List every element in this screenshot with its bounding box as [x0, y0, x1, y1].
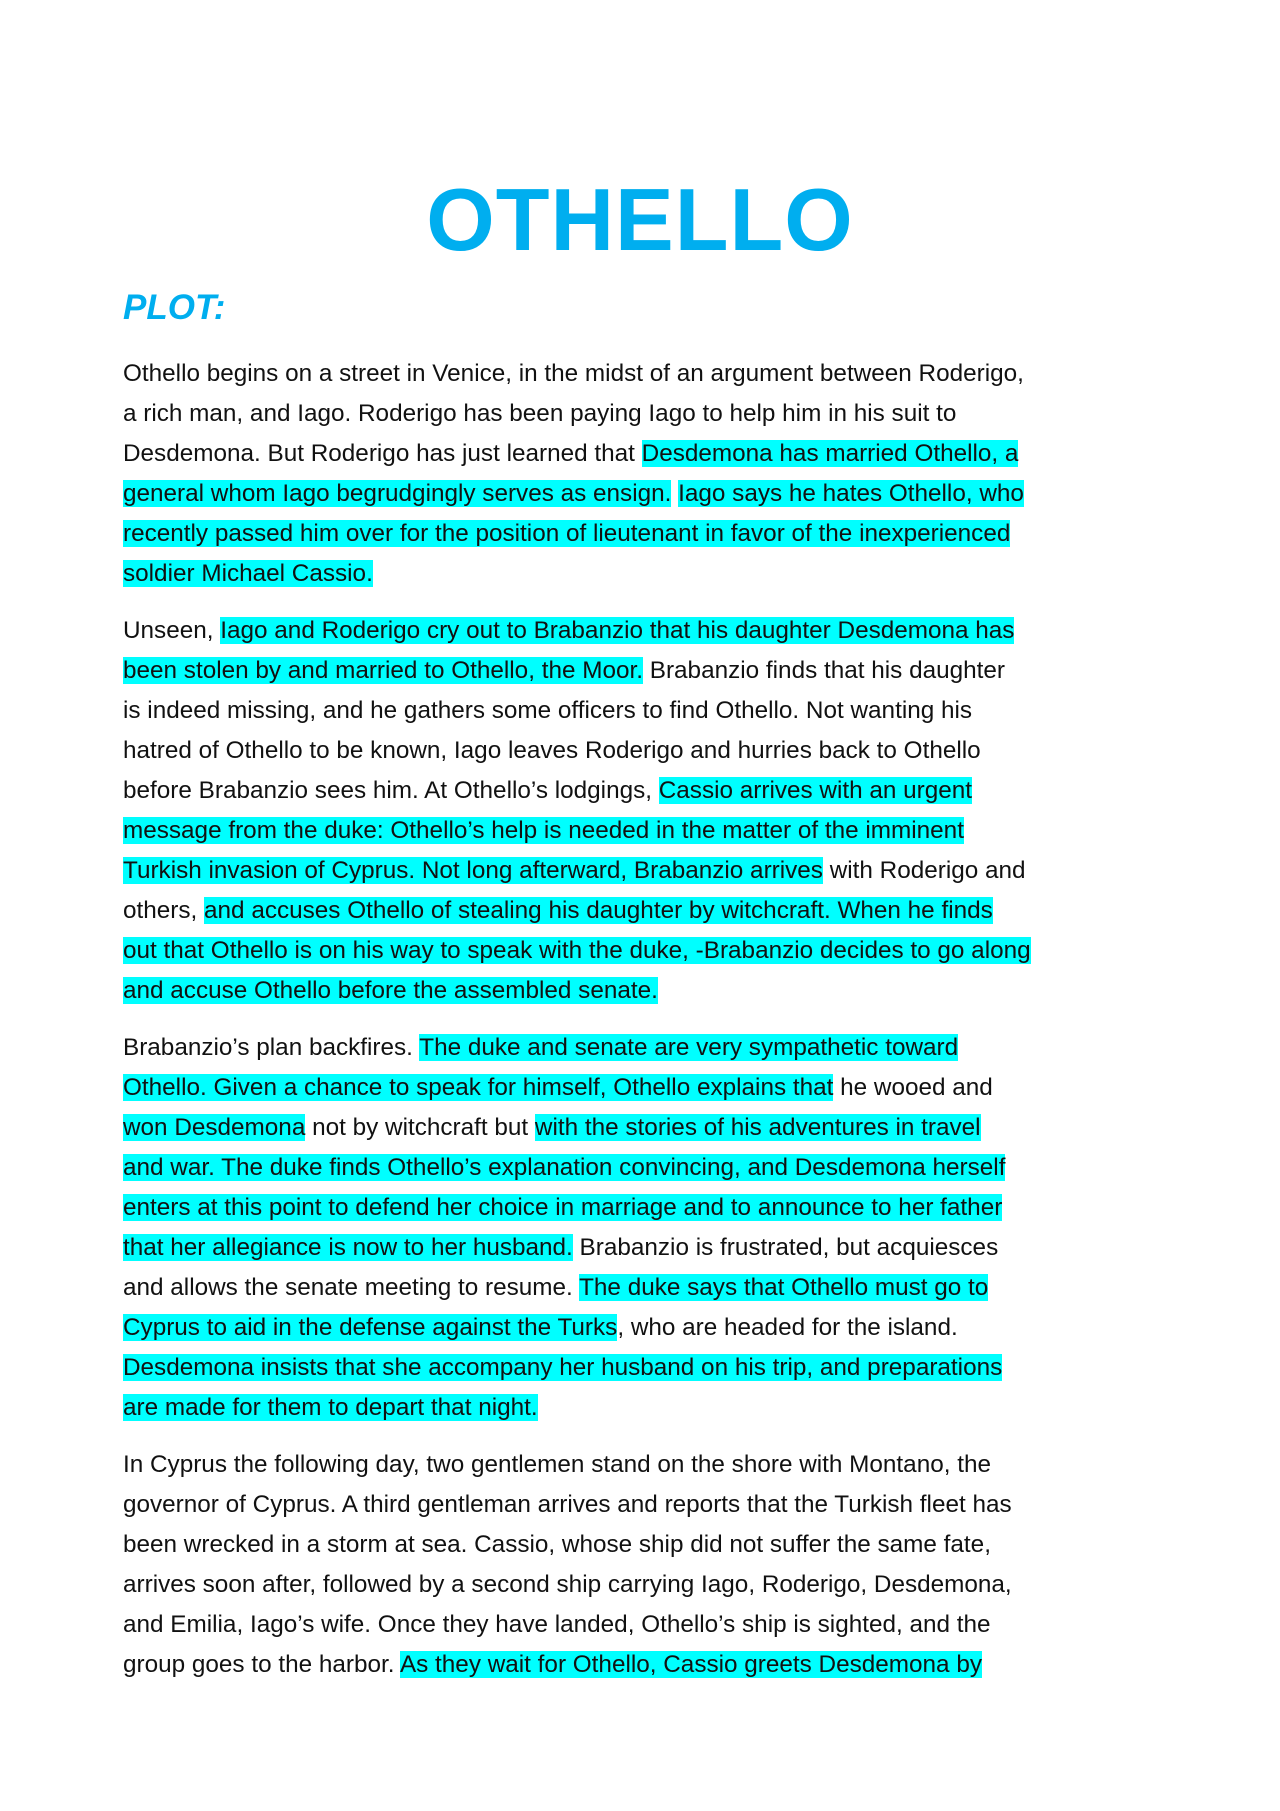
text-line	[123, 1028, 1168, 1068]
highlighted-text: with the stories of his adventures in travel	[534, 1114, 981, 1141]
highlighted-text: enters at this point to defend her choice in marriage and to announce to her father	[123, 1194, 1003, 1221]
highlighted-text: that her allegiance is now to her husband.	[123, 1234, 573, 1261]
highlighted-text: Cassio arrives with an urgent	[658, 777, 973, 804]
text-line	[123, 1148, 1168, 1188]
plain-text: arrives soon after, followed by a second ship carrying Iago, Roderigo, Desdemona,	[123, 1571, 1012, 1598]
plain-text: , who are headed for the island.	[617, 1314, 958, 1341]
text-line	[123, 1605, 1168, 1645]
text-line	[123, 1108, 1168, 1148]
plain-text: others,	[123, 897, 205, 924]
plain-text: hatred of Othello to be known, Iago leaves Roderigo and hurries back to Othello	[123, 737, 981, 764]
highlighted-text: The duke and senate are very sympathetic toward	[419, 1034, 959, 1061]
text-line	[123, 1485, 1168, 1525]
text-line	[123, 1388, 1168, 1428]
plain-text: governor of Cyprus. A third gentleman arrives and reports that the Turkish fleet has	[123, 1491, 1012, 1518]
highlighted-text: Desdemona has married Othello, a	[641, 440, 1019, 467]
text-line	[123, 731, 1168, 771]
plain-text: Unseen,	[123, 617, 221, 644]
paragraph	[123, 611, 1168, 1011]
text-line	[123, 1565, 1168, 1605]
document-title: OTHELLO	[426, 170, 854, 269]
highlighted-text: general whom Iago begrudgingly serves as ensign.	[123, 480, 672, 507]
highlighted-text: and war. The duke finds Othello’s explanation convincing, and Desdemona herself	[123, 1154, 1006, 1181]
text-line	[123, 811, 1168, 851]
highlighted-text: As they wait for Othello, Cassio greets Desdemona by	[399, 1651, 982, 1678]
text-line	[123, 771, 1168, 811]
highlighted-text: Iago and Roderigo cry out to Brabanzio that his daughter Desdemona has	[220, 617, 1015, 644]
text-line	[123, 971, 1168, 1011]
highlighted-text: soldier Michael Cassio.	[123, 560, 373, 587]
plain-text: before Brabanzio sees him. At Othello’s lodgings,	[123, 777, 659, 804]
highlighted-text: Desdemona insists that she accompany her husband on his trip, and preparations	[123, 1354, 1003, 1381]
text-line	[123, 1188, 1168, 1228]
highlighted-text: Cyprus to aid in the defense against the Turks	[123, 1314, 618, 1341]
plain-text: with Roderigo and	[822, 857, 1026, 884]
text-line	[123, 1645, 1168, 1685]
text-line	[123, 1445, 1168, 1485]
text-line	[123, 434, 1168, 474]
text-line	[123, 1228, 1168, 1268]
text-line	[123, 474, 1168, 514]
text-line	[123, 1348, 1168, 1388]
plain-text: is indeed missing, and he gathers some officers to find Othello. Not wanting his	[123, 697, 973, 724]
plain-text: In Cyprus the following day, two gentlemen stand on the shore with Montano, the	[123, 1451, 991, 1478]
highlighted-text: are made for them to depart that night.	[123, 1394, 538, 1421]
highlighted-text: won Desdemona	[123, 1114, 306, 1141]
highlighted-text: Iago says he hates Othello, who	[678, 480, 1024, 507]
highlighted-text: Othello. Given a chance to speak for himself, Othello explains that	[123, 1074, 834, 1101]
plain-text: he wooed and	[833, 1074, 993, 1101]
paragraph	[123, 1445, 1168, 1685]
plain-text: Brabanzio’s plan backfires.	[123, 1034, 420, 1061]
text-line	[123, 931, 1168, 971]
highlighted-text: The duke says that Othello must go to	[579, 1274, 989, 1301]
text-line	[123, 394, 1168, 434]
text-line	[123, 691, 1168, 731]
text-line	[123, 1268, 1168, 1308]
plain-text: Brabanzio finds that his daughter	[643, 657, 1005, 684]
highlighted-text: message from the duke: Othello’s help is needed in the matter of the imminent	[123, 817, 964, 844]
plain-text: group goes to the harbor.	[123, 1651, 400, 1678]
text-line	[123, 851, 1168, 891]
highlighted-text: and accuses Othello of stealing his daughter by witchcraft. When he finds	[204, 897, 993, 924]
plain-text: Othello begins on a street in Venice, in the midst of an argument between Roderigo,	[123, 360, 1024, 387]
paragraph	[123, 354, 1168, 594]
text-line	[123, 651, 1168, 691]
highlighted-text: Turkish invasion of Cyprus. Not long afterward, Brabanzio arrives	[123, 857, 823, 884]
text-line	[123, 891, 1168, 931]
text-line	[123, 611, 1168, 651]
text-line	[123, 514, 1168, 554]
highlighted-text: out that Othello is on his way to speak with the duke, -Brabanzio decides to go along	[123, 937, 1031, 964]
text-line	[123, 554, 1168, 594]
paragraph	[123, 1028, 1168, 1428]
text-line	[123, 354, 1168, 394]
text-line	[123, 1525, 1168, 1565]
text-line	[123, 1308, 1168, 1348]
highlighted-text: been stolen by and married to Othello, the Moor.	[123, 657, 643, 684]
plain-text: and allows the senate meeting to resume.	[123, 1274, 580, 1301]
plot-body	[123, 354, 1168, 1702]
plain-text: not by witchcraft but	[305, 1114, 535, 1141]
plain-text: Brabanzio is frustrated, but acquiesces	[572, 1234, 999, 1261]
plain-text: been wrecked in a storm at sea. Cassio, whose ship did not suffer the same fate,	[123, 1531, 991, 1558]
plain-text: Desdemona. But Roderigo has just learned that	[123, 440, 642, 467]
plain-text: a rich man, and Iago. Roderigo has been paying Iago to help him in his suit to	[123, 400, 957, 427]
text-line	[123, 1068, 1168, 1108]
highlighted-text: and accuse Othello before the assembled senate.	[123, 977, 658, 1004]
plot-heading: PLOT:	[123, 288, 226, 327]
highlighted-text: recently passed him over for the position of lieutenant in favor of the inexperienced	[123, 520, 1011, 547]
plain-text: and Emilia, Iago’s wife. Once they have landed, Othello’s ship is sighted, and the	[123, 1611, 991, 1638]
